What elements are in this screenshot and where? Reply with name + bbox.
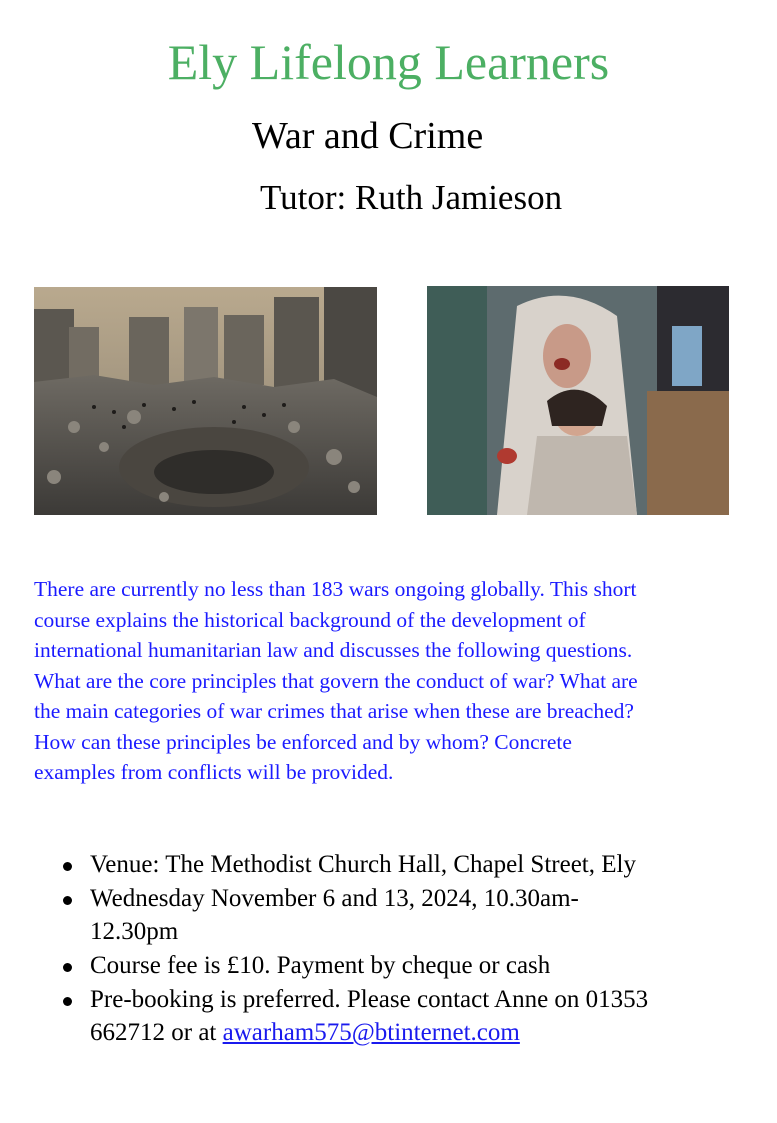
fee-item [40, 949, 740, 982]
bullet-icon [63, 862, 72, 871]
description-line: What are the core principles that govern the conduct of war? What are [34, 668, 638, 693]
course-details-list [40, 848, 740, 1050]
organization-title: Ely Lifelong Learners [167, 34, 610, 90]
description-line: examples from conflicts will be provided. [34, 760, 394, 784]
venue-item [40, 848, 740, 881]
description-line: There are currently no less than 183 wars ongoing globally. This short [34, 577, 637, 601]
dates-text-line1: Wednesday November 6 and 13, 2024, 10.30am- [90, 885, 579, 912]
venue-text: Venue: The Methodist Church Hall, Chapel Street, Ely [90, 851, 636, 878]
description-line: the main categories of war crimes that arise when these are breached? [34, 699, 634, 723]
woman-and-child-illustration [427, 286, 729, 515]
booking-item [40, 983, 740, 1049]
fee-text: Course fee is £10. Payment by cheque or cash [90, 952, 551, 979]
rubble-photo [34, 287, 377, 515]
rubble-illustration [34, 287, 377, 515]
description-line: international humanitarian law and discusses the following questions. [34, 638, 633, 662]
booking-text-prefix: 662712 or at [90, 1019, 223, 1046]
description-line: course explains the historical background of the development of [34, 607, 586, 632]
contact-email-link[interactable]: awarham575@btinternet.com [222, 1019, 520, 1046]
description-line: How can these principles be enforced and by whom? Concrete [34, 729, 572, 754]
woman-and-child-photo [427, 286, 729, 515]
course-description [34, 574, 754, 788]
course-title: War and Crime [252, 115, 484, 157]
booking-text-line1: Pre-booking is preferred. Please contact Anne on 01353 [90, 986, 649, 1013]
dates-text-line2: 12.30pm [90, 918, 179, 945]
bullet-icon [63, 997, 72, 1006]
bullet-icon [63, 896, 72, 905]
booking-text-line2 [90, 1016, 740, 1049]
dates-item [40, 882, 740, 948]
bullet-icon [63, 963, 72, 972]
tutor-name: Tutor: Ruth Jamieson [260, 178, 563, 217]
